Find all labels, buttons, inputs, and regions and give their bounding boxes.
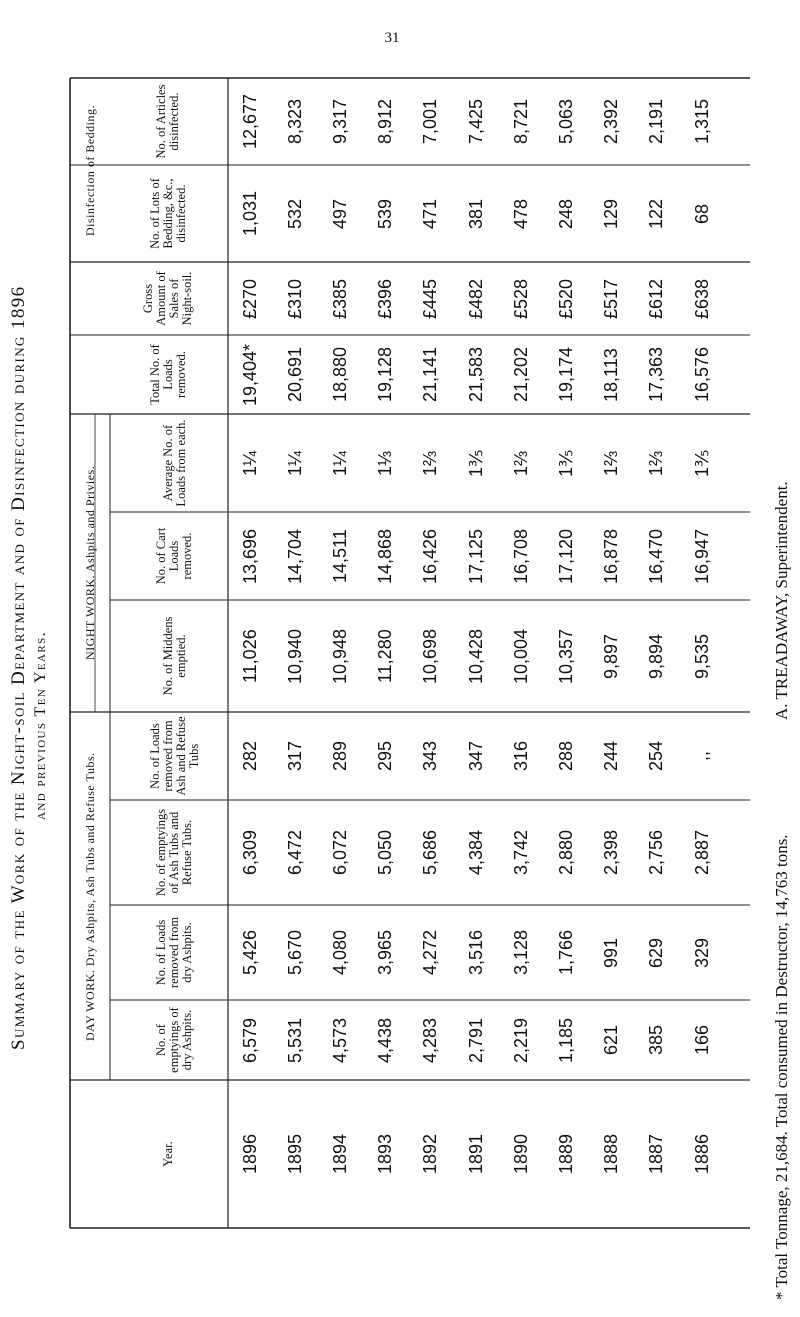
column-header-average: Average No. of Loads from each.	[160, 419, 188, 507]
table-cell-average: 1⅗	[555, 449, 576, 477]
table-cell-tub-loads: 343	[420, 740, 441, 771]
table-cell-sales: £612	[646, 278, 667, 319]
table-cell-dry-emptyings: 621	[601, 1024, 622, 1055]
table-cell-middens: 11,026	[239, 629, 260, 683]
table-cell-middens: 10,357	[555, 628, 576, 684]
group-label-disinfection: Disinfection of Bedding.	[82, 104, 97, 236]
table-cell-dry-loads: 991	[601, 937, 622, 968]
table-cell-tub-loads: 316	[510, 740, 531, 771]
table-cell-lots: 248	[555, 198, 576, 229]
table-cell-sales: £517	[601, 278, 622, 319]
table-cell-average: 1⅔	[420, 450, 441, 476]
table-cell-tub-emptyings: 2,880	[555, 829, 576, 875]
table-cell-cart-loads: 16,947	[691, 528, 712, 584]
table-cell-dry-loads: 1,766	[555, 929, 576, 975]
title-line-2: and previous Ten Years.	[32, 630, 49, 820]
table-cell-dry-emptyings: 166	[691, 1024, 712, 1055]
table-cell-average: 1⅔	[646, 450, 667, 476]
table-cell-cart-loads: 17,125	[465, 528, 486, 584]
column-header-dry-emptyings: No. of emptyings of dry Ashpits.	[154, 1007, 194, 1073]
table-cell-average: 1⅓	[375, 450, 396, 476]
table-cell-articles: 8,721	[510, 98, 531, 144]
table-cell-articles: 7,001	[420, 98, 441, 144]
table-cell-sales: £270	[239, 278, 260, 319]
table-cell-sales: £520	[555, 278, 576, 319]
table-cell-dry-emptyings: 4,283	[420, 1017, 441, 1063]
table-cell-total-loads: 18,113	[601, 347, 622, 402]
column-header-tub-loads: No. of Loads removed from Ash and Refuse Tubs	[147, 716, 201, 796]
table-cell-tub-loads: ,,	[691, 750, 712, 761]
table-cell-lots: 471	[420, 198, 441, 229]
table-cell-middens: 10,004	[510, 628, 531, 684]
table-cell-tub-loads: 254	[646, 740, 667, 771]
column-header-lots: No. of Lots of Bedding, &c., disinfected.	[147, 178, 188, 249]
table-cell-dry-emptyings: 2,219	[510, 1017, 531, 1063]
table-cell-middens: 10,948	[329, 628, 350, 684]
table-cell-lots: 497	[329, 198, 350, 229]
table-cell-total-loads: 19,128	[375, 346, 396, 402]
table-cell-dry-emptyings: 4,573	[329, 1017, 350, 1063]
table-cell-average: 1⅗	[465, 449, 486, 477]
table-cell-articles: 1,315	[691, 98, 712, 144]
table-cell-tub-emptyings: 3,742	[510, 829, 531, 875]
table-cell-articles: 2,392	[601, 98, 622, 144]
table-cell-tub-loads: 289	[329, 740, 350, 771]
table-cell-total-loads: 18,880	[329, 346, 350, 402]
table-cell-dry-emptyings: 2,791	[465, 1017, 486, 1063]
table-cell-dry-loads: 5,670	[284, 929, 305, 975]
table-cell-tub-emptyings: 2,887	[691, 829, 712, 875]
table-cell-dry-emptyings: 1,185	[555, 1017, 576, 1063]
table-cell-tub-emptyings: 5,050	[375, 829, 396, 875]
table-cell-average: 1⅗	[691, 449, 712, 477]
table-cell-cart-loads: 14,704	[284, 528, 305, 584]
table-cell-year: 1892	[420, 1133, 441, 1174]
table-cell-articles: 12,677	[239, 93, 260, 149]
table-cell-total-loads: 19,174	[555, 346, 576, 402]
table-cell-middens: 9,897	[601, 633, 622, 679]
table-cell-sales: £385	[329, 278, 350, 319]
table-cell-tub-emptyings: 6,072	[329, 829, 350, 875]
table-cell-middens: 9,894	[646, 633, 667, 679]
column-header-tub-emptyings: No. of emptyings of Ash Tubs and Refuse Tubs.	[154, 808, 194, 897]
table-cell-dry-loads: 3,516	[465, 929, 486, 975]
title-line-1: Summary of the Work of the Night-soil Department and of Disinfection during 1896	[8, 285, 29, 1050]
column-header-sales: Gross Amount of Sales of Night-soil.	[141, 271, 194, 326]
table-cell-articles: 7,425	[465, 98, 486, 144]
table-cell-dry-loads: 329	[691, 937, 712, 968]
table-cell-year: 1888	[601, 1133, 622, 1174]
table-cell-middens: 10,428	[465, 628, 486, 684]
group-label-night-work: NIGHT WORK. Ashpits and Privies.	[82, 465, 97, 660]
table-cell-cart-loads: 16,470	[646, 528, 667, 584]
table-cell-tub-emptyings: 6,309	[239, 829, 260, 875]
table-cell-sales: £638	[691, 278, 712, 319]
table-cell-average: 1¼	[284, 450, 305, 476]
table-cell-articles: 8,912	[375, 98, 396, 144]
table-cell-lots: 381	[465, 198, 486, 229]
table-cell-cart-loads: 16,878	[601, 528, 622, 584]
table-cell-dry-loads: 4,272	[420, 929, 441, 975]
table-cell-dry-emptyings: 5,531	[284, 1017, 305, 1063]
table-cell-average: 1¼	[329, 450, 350, 476]
table-cell-tub-loads: 282	[239, 740, 260, 771]
table-cell-year: 1887	[646, 1133, 667, 1174]
table-cell-total-loads: 21,583	[465, 346, 486, 402]
table-cell-dry-loads: 3,965	[375, 929, 396, 975]
table-cell-lots: 539	[375, 198, 396, 229]
table-cell-total-loads: 20,691	[284, 346, 305, 402]
column-header-articles: No. of Articles disinfected.	[154, 84, 181, 159]
table-cell-lots: 68	[691, 203, 712, 224]
table-cell-dry-loads: 5,426	[239, 929, 260, 975]
table-cell-dry-loads: 629	[646, 937, 667, 968]
table-cell-average: 1¼	[239, 450, 260, 476]
table-cell-cart-loads: 14,511	[329, 529, 350, 583]
table-cell-cart-loads: 14,868	[375, 528, 396, 584]
table-cell-cart-loads: 16,708	[510, 528, 531, 584]
table-cell-lots: 532	[284, 198, 305, 229]
page-number: 31	[384, 30, 400, 46]
table-cell-average: 1⅔	[510, 450, 531, 476]
table-cell-middens: 11,280	[375, 629, 396, 683]
table-cell-lots: 129	[601, 198, 622, 229]
table-cell-dry-emptyings: 4,438	[375, 1017, 396, 1063]
table-cell-tub-emptyings: 2,398	[601, 829, 622, 875]
table-cell-total-loads: 17,363	[646, 346, 667, 402]
table-cell-tub-loads: 295	[375, 740, 396, 771]
table-cell-sales: £396	[375, 278, 396, 319]
table-cell-dry-loads: 3,128	[510, 929, 531, 975]
table-cell-middens: 10,698	[420, 628, 441, 684]
footnote: * Total Tonnage, 21,684. Total consumed in Destructor, 14,763 tons.	[772, 834, 791, 1300]
table-cell-articles: 2,191	[646, 98, 667, 144]
table-cell-total-loads: 16,576	[691, 346, 712, 402]
table-cell-dry-emptyings: 6,579	[239, 1017, 260, 1063]
table-cell-tub-emptyings: 4,384	[465, 829, 486, 875]
table-cell-lots: 478	[510, 198, 531, 229]
table-cell-middens: 9,535	[691, 633, 712, 679]
column-header-dry-loads: No. of Loads removed from dry Ashpits.	[154, 916, 194, 989]
table-cell-tub-loads: 317	[284, 740, 305, 771]
table-cell-tub-loads: 244	[601, 740, 622, 771]
group-label-day-work: DAY WORK. Dry Ashpits, Ash Tubs and Refuse Tubs.	[82, 751, 97, 1041]
table-cell-year: 1891	[465, 1133, 486, 1174]
signature: A. TREADAWAY, Superintendent.	[772, 481, 791, 720]
column-header-total-loads: Total No. of Loads removed.	[147, 344, 188, 405]
table-cell-tub-emptyings: 6,472	[284, 829, 305, 875]
table-cell-total-loads: 21,141	[420, 346, 441, 402]
table-cell-total-loads: 21,202	[510, 346, 531, 402]
column-header-cart-loads: No. of Cart Loads removed.	[154, 527, 194, 585]
table-cell-articles: 5,063	[555, 98, 576, 144]
table-cell-lots: 1,031	[239, 190, 260, 236]
table-cell-total-loads: 19,404*	[239, 343, 260, 406]
column-header-year: Year.	[160, 1141, 175, 1167]
table-cell-year: 1890	[510, 1133, 531, 1174]
table-cell-year: 1889	[555, 1133, 576, 1174]
table-cell-articles: 9,317	[329, 98, 350, 144]
table-cell-tub-loads: 288	[555, 740, 576, 771]
table-cell-year: 1895	[284, 1133, 305, 1174]
table-cell-dry-loads: 4,080	[329, 929, 350, 975]
table-cell-sales: £528	[510, 278, 531, 319]
table-cell-average: 1⅔	[601, 450, 622, 476]
table-cell-tub-emptyings: 2,756	[646, 829, 667, 875]
table-cell-middens: 10,940	[284, 628, 305, 684]
table-cell-year: 1886	[691, 1133, 712, 1174]
table-cell-year: 1896	[239, 1133, 260, 1174]
table-cell-year: 1893	[375, 1133, 396, 1174]
table-cell-sales: £482	[465, 278, 486, 319]
table-cell-cart-loads: 13,696	[239, 528, 260, 584]
table-cell-cart-loads: 16,426	[420, 528, 441, 584]
table-cell-year: 1894	[329, 1133, 350, 1174]
table-cell-cart-loads: 17,120	[555, 528, 576, 584]
column-header-middens: No. of Middens emptied.	[160, 616, 188, 696]
table-cell-lots: 122	[646, 198, 667, 229]
table-cell-sales: £310	[284, 278, 305, 319]
table-cell-tub-emptyings: 5,686	[420, 829, 441, 875]
table-cell-sales: £445	[420, 278, 441, 319]
table-cell-dry-emptyings: 385	[646, 1024, 667, 1055]
table-cell-articles: 8,323	[284, 98, 305, 144]
table-cell-tub-loads: 347	[465, 740, 486, 771]
